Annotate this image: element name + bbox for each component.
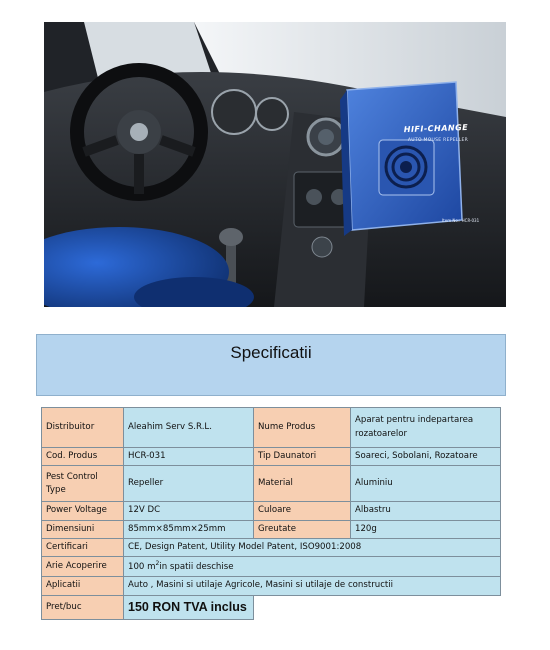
spec-label-cod-produs: Cod. Produs: [42, 448, 124, 466]
specifications-title: Specificatii: [230, 343, 312, 362]
spec-value-tip-daunatori: Soareci, Sobolani, Rozatoare: [351, 448, 501, 466]
spec-label-culoare: Culoare: [254, 502, 351, 520]
table-row: [42, 408, 501, 448]
table-row: [42, 595, 501, 619]
product-photo: [44, 22, 506, 307]
spec-value-culoare: Albastru: [351, 502, 501, 520]
spec-value-nume-produs: Aparat pentru indepartarea rozatoarelor: [351, 408, 501, 448]
spec-label-power-voltage: Power Voltage: [42, 502, 124, 520]
table-row: [42, 520, 501, 538]
table-row: [42, 557, 501, 577]
area-unit-exponent: 2: [155, 560, 160, 568]
spec-label-greutate: Greutate: [254, 520, 351, 538]
spec-value-dimensiuni: 85mm×85mm×25mm: [124, 520, 254, 538]
table-row: [42, 538, 501, 556]
specifications-header-band: [36, 334, 506, 396]
device-brand-label: HIFI-CHANGE: [403, 122, 469, 135]
spec-label-distribuitor: Distribuitor: [42, 408, 124, 448]
spec-label-tip-daunatori: Tip Daunatori: [254, 448, 351, 466]
car-interior-illustration: [44, 22, 506, 307]
table-row: [42, 577, 501, 595]
spec-label-arie-acoperire: Arie Acoperire: [42, 557, 124, 577]
spec-value-pret: 150 RON TVA inclus: [124, 595, 254, 619]
spec-label-pest-control: Pest Control Type: [42, 466, 124, 502]
spec-label-nume-produs: Nume Produs: [254, 408, 351, 448]
spec-value-cod-produs: HCR-031: [124, 448, 254, 466]
spec-value-certificari: CE, Design Patent, Utility Model Patent, ISO9001:2008: [124, 538, 501, 556]
spec-label-dimensiuni: Dimensiuni: [42, 520, 124, 538]
table-row: [42, 466, 501, 502]
spec-value-distribuitor: Aleahim Serv S.R.L.: [124, 408, 254, 448]
spec-value-greutate: 120g: [351, 520, 501, 538]
spec-label-material: Material: [254, 466, 351, 502]
spec-value-power-voltage: 12V DC: [124, 502, 254, 520]
device-subtitle-label: AUTO MOUSE REPELLER: [407, 138, 469, 143]
device-item-number: Item No.: HCR-031: [442, 218, 480, 223]
spec-label-certificari: Certificari: [42, 538, 124, 556]
spec-value-material: Aluminiu: [351, 466, 501, 502]
area-value: 100 m: [128, 562, 156, 573]
spec-label-pret: Pret/buc: [42, 595, 124, 619]
table-row: [42, 448, 501, 466]
spec-label-aplicatii: Aplicatii: [42, 577, 124, 595]
spec-value-arie-acoperire: [124, 557, 501, 577]
spec-value-aplicatii: Auto , Masini si utilaje Agricole, Masini si utilaje de constructii: [124, 577, 501, 595]
area-suffix: in spatii deschise: [159, 562, 234, 573]
empty-cell: [254, 595, 501, 619]
spec-value-pest-control: Repeller: [124, 466, 254, 502]
table-row: [42, 502, 501, 520]
specifications-table: [41, 407, 501, 620]
